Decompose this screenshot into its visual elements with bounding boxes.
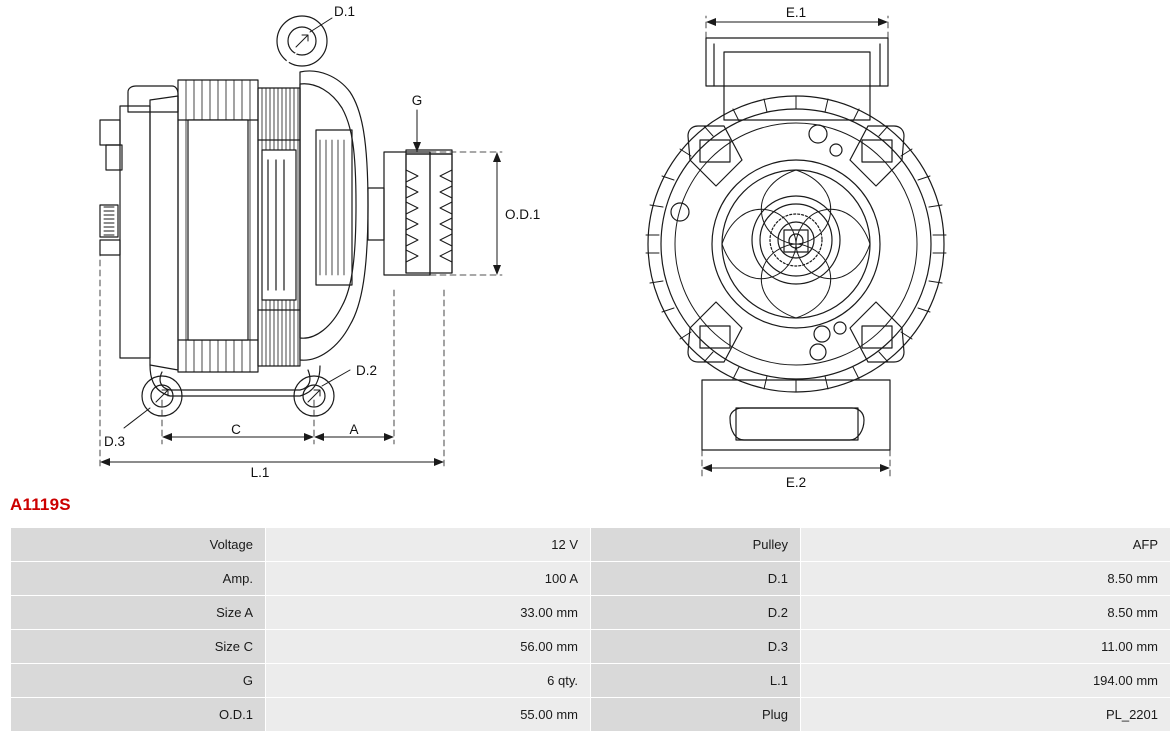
spec-key: O.D.1 — [11, 698, 266, 732]
spec-value: 100 A — [266, 562, 591, 596]
spec-value: 12 V — [266, 528, 591, 562]
label-g: G — [411, 93, 423, 108]
table-row — [11, 596, 1171, 630]
spec-key: D.3 — [591, 630, 801, 664]
label-l1: L.1 — [250, 465, 270, 480]
spec-value: 56.00 mm — [266, 630, 591, 664]
spec-key: D.1 — [591, 562, 801, 596]
spec-value: 11.00 mm — [801, 630, 1171, 664]
table-row — [11, 562, 1171, 596]
label-c: C — [231, 422, 241, 437]
table-row — [11, 664, 1171, 698]
spec-value: 194.00 mm — [801, 664, 1171, 698]
label-d1: D.1 — [334, 4, 356, 19]
spec-value: PL_2201 — [801, 698, 1171, 732]
part-number: A1119S — [10, 495, 71, 514]
spec-key: G — [11, 664, 266, 698]
label-e2: E.2 — [785, 475, 807, 490]
specifications-table — [10, 527, 1158, 732]
label-d3: D.3 — [104, 434, 126, 449]
spec-key: Size A — [11, 596, 266, 630]
spec-value: 8.50 mm — [801, 596, 1171, 630]
table-row — [11, 528, 1171, 562]
table-row — [11, 630, 1171, 664]
label-od1: O.D.1 — [505, 207, 541, 222]
spec-value: 8.50 mm — [801, 562, 1171, 596]
table-row — [11, 698, 1171, 732]
label-d2: D.2 — [356, 363, 378, 378]
spec-key: D.2 — [591, 596, 801, 630]
spec-key: L.1 — [591, 664, 801, 698]
spec-value: 33.00 mm — [266, 596, 591, 630]
spec-key: Plug — [591, 698, 801, 732]
spec-key: Amp. — [11, 562, 266, 596]
label-a: A — [349, 422, 359, 437]
spec-key: Pulley — [591, 528, 801, 562]
spec-value: AFP — [801, 528, 1171, 562]
spec-key: Voltage — [11, 528, 266, 562]
spec-value: 6 qty. — [266, 664, 591, 698]
spec-key: Size C — [11, 630, 266, 664]
spec-value: 55.00 mm — [266, 698, 591, 732]
label-e1: E.1 — [785, 5, 807, 20]
